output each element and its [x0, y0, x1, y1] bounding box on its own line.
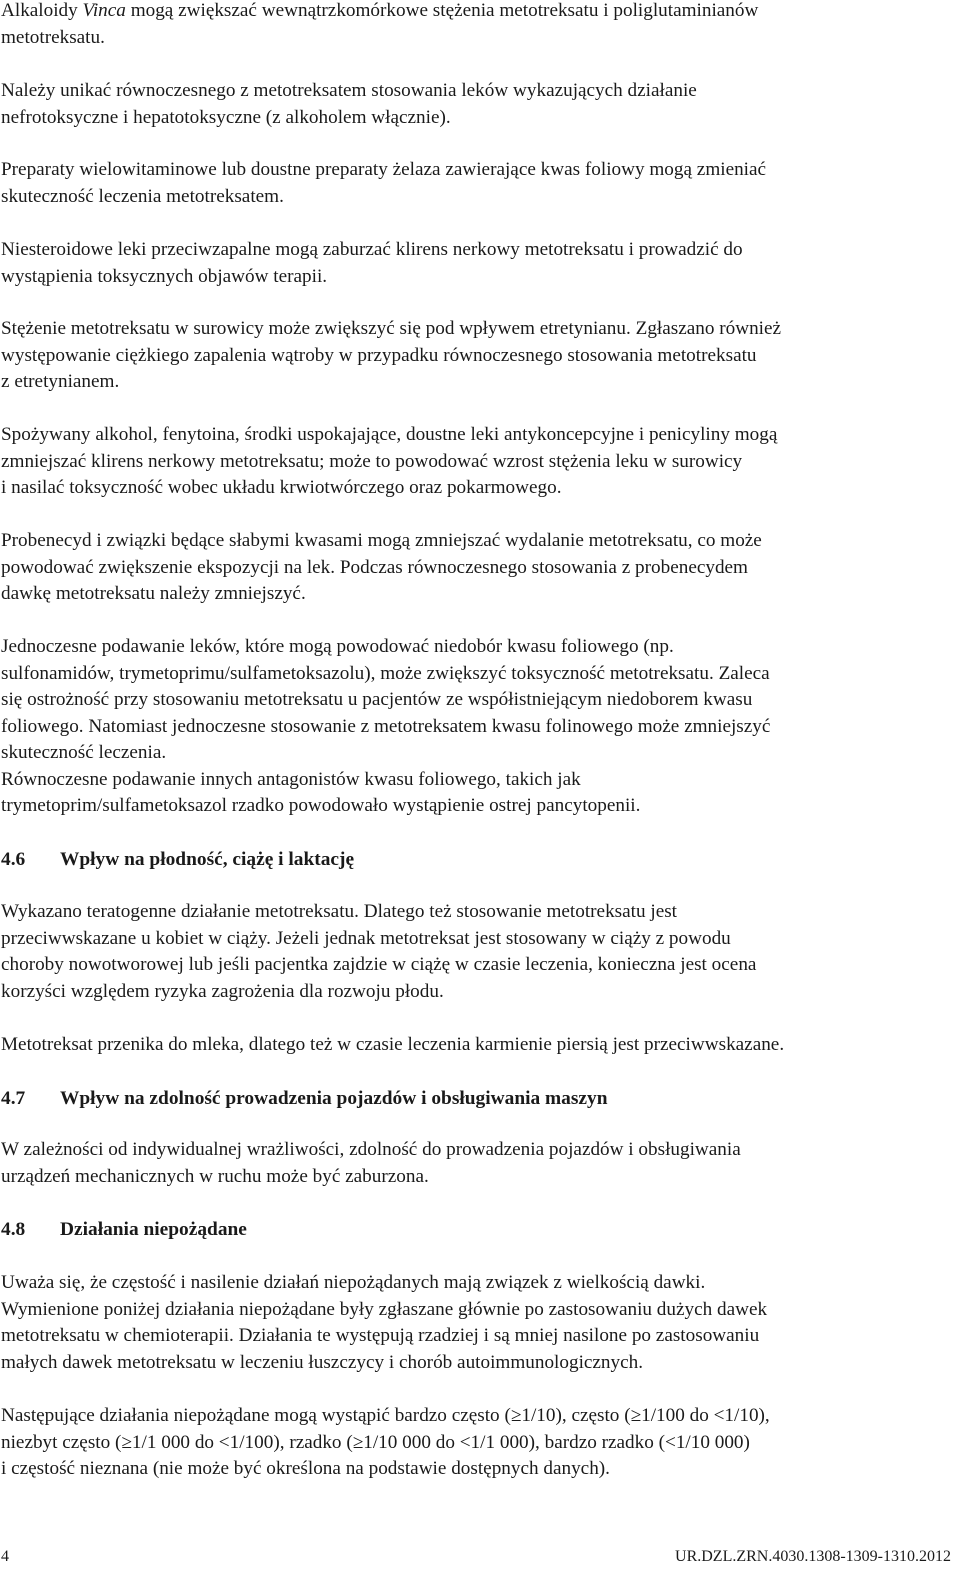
- text-line: korzyści względem ryzyka zagrożenia dla rozwoju płodu.: [1, 980, 444, 1002]
- text-line: metotreksatu w chemioterapii. Działania te występują rzadziej i są mniej nasilone po zastosowaniu: [1, 1325, 760, 1346]
- section-number: 4.7: [1, 1088, 26, 1109]
- paragraph-etretinate: [1, 316, 781, 396]
- document-code: UR.DZL.ZRN.4030.1308-1309-1310.2012: [675, 1548, 951, 1565]
- text-line: wystąpienia toksycznych objawów terapii.: [1, 265, 328, 287]
- paragraph-adverse-dose: [1, 1270, 767, 1376]
- text-line: urządzeń mechanicznych w ruchu może być zaburzona.: [1, 1165, 429, 1187]
- text-line: Preparaty wielowitaminowe lub doustne preparaty żelaza zawierające kwas foliowy mogą zmieniać: [1, 159, 767, 180]
- text-line: niezbyt często (≥1/1 000 do <1/100), rzadko (≥1/10 000 do <1/1 000), bardzo rzadko (<1/10 000): [1, 1431, 750, 1453]
- section-heading-4-6: [1, 847, 354, 873]
- text-line: dawkę metotreksatu należy zmniejszyć.: [1, 583, 306, 604]
- text-line: sulfonamidów, trymetoprimu/sulfametoksazolu), może zwiększyć toksyczność metotreksatu. Zaleca: [1, 662, 770, 684]
- text-line: się ostrożność przy stosowaniu metotreksatu u pacjentów ze współistniejącym niedoborem kwasu: [1, 689, 753, 710]
- page-number: 4: [1, 1548, 9, 1565]
- text-line: Jednoczesne podawanie leków, które mogą powodować niedobór kwasu foliowego (np.: [1, 636, 674, 657]
- text-line: foliowego. Natomiast jednoczesne stosowanie z metotreksatem kwasu folinowego może zmniejszyć: [1, 715, 771, 737]
- text-line: skuteczność leczenia.: [1, 742, 167, 763]
- text-line: z etretynianem.: [1, 371, 120, 392]
- text-line: Wymienione poniżej działania niepożądane były zgłaszane głównie po zastosowaniu dużych dawek: [1, 1298, 768, 1320]
- section-title: Działania niepożądane: [60, 1219, 247, 1240]
- paragraph-nephrotoxic: [1, 78, 697, 131]
- text-line: metotreksatu.: [1, 26, 105, 48]
- paragraph-vinca: [1, 0, 758, 51]
- paragraph-driving: [1, 1137, 741, 1190]
- text-line: Należy unikać równoczesnego z metotreksatem stosowania leków wykazujących działanie: [1, 80, 697, 101]
- text-line: trymetoprim/sulfametoksazol rzadko powodowało wystąpienie ostrej pancytopenii.: [1, 795, 641, 816]
- paragraph-multivitamins: [1, 157, 766, 210]
- text-line: Probenecyd i związki będące słabymi kwasami mogą zmniejszać wydalanie metotreksatu, co może: [1, 530, 762, 551]
- section-title: Wpływ na zdolność prowadzenia pojazdów i obsługiwania maszyn: [60, 1088, 608, 1109]
- section-heading-4-8: [1, 1217, 247, 1243]
- text-line: Równoczesne podawanie innych antagonistów kwasu foliowego, takich jak: [1, 768, 581, 790]
- paragraph-frequency: [1, 1403, 770, 1483]
- text-line: występowanie ciężkiego zapalenia wątroby w przypadku równoczesnego stosowania metotreksatu: [1, 344, 757, 366]
- text-line: i częstość nieznana (nie może być określona na podstawie dostępnych danych).: [1, 1458, 610, 1479]
- text-line: Następujące działania niepożądane mogą wystąpić bardzo często (≥1/10), często (≥1/100 do <1/10),: [1, 1405, 770, 1426]
- text-line: przeciwwskazane u kobiet w ciąży. Jeżeli jednak metotreksat jest stosowany w ciąży z powodu: [1, 927, 731, 949]
- section-heading-4-7: [1, 1086, 608, 1112]
- text-line: Niesteroidowe leki przeciwzapalne mogą zaburzać klirens nerkowy metotreksatu i prowadzić do: [1, 239, 743, 260]
- text-line: W zależności od indywidualnej wrażliwości, zdolność do prowadzenia pojazdów i obsługiwania: [1, 1139, 741, 1160]
- section-number: 4.8: [1, 1219, 26, 1240]
- text-line: skuteczność leczenia metotreksatem.: [1, 185, 284, 207]
- text-line: powodować zwiększenie ekspozycji na lek. Podczas równoczesnego stosowania z probenecydem: [1, 556, 748, 578]
- text-line: Wykazano teratogenne działanie metotreksatu. Dlatego też stosowanie metotreksatu jest: [1, 901, 678, 922]
- text-line: i nasilać toksyczność wobec układu krwiotwórczego oraz pokarmowego.: [1, 477, 562, 498]
- text-line: Alkaloidy Vinca mogą zwiększać wewnątrzkomórkowe stężenia metotreksatu i poliglutaminianów: [1, 0, 759, 21]
- paragraph-probenecid: [1, 528, 762, 608]
- text-line: nefrotoksyczne i hepatotoksyczne (z alkoholem włącznie).: [1, 106, 451, 128]
- paragraph-teratogenic: [1, 899, 756, 1005]
- text-line: choroby nowotworowej lub jeśli pacjentka zajdzie w ciążę w czasie leczenia, konieczna jest ocena: [1, 954, 757, 975]
- paragraph-breastfeeding: [1, 1032, 784, 1059]
- text-line: Metotreksat przenika do mleka, dlatego też w czasie leczenia karmienie piersią jest przeciwwskazane.: [1, 1034, 785, 1055]
- text-line: Uważa się, że częstość i nasilenie działań niepożądanych mają związek z wielkością dawki.: [1, 1272, 706, 1293]
- paragraph-folate-deficiency: [1, 634, 770, 820]
- paragraph-nsaids: [1, 237, 743, 290]
- text-line: Stężenie metotreksatu w surowicy może zwiększyć się pod wpływem etretynianu. Zgłaszano również: [1, 318, 782, 339]
- section-number: 4.6: [1, 849, 26, 870]
- text-line: zmniejszać klirens nerkowy metotreksatu; może to powodować wzrost stężenia leku w surowicy: [1, 450, 743, 472]
- text-line: Spożywany alkohol, fenytoina, środki uspokajające, doustne leki antykoncepcyjne i penicyliny mogą: [1, 424, 778, 445]
- text-line: małych dawek metotreksatu w leczeniu łuszczycy i chorób autoimmunologicznych.: [1, 1351, 644, 1373]
- section-title: Wpływ na płodność, ciążę i laktację: [60, 849, 355, 870]
- paragraph-alcohol: [1, 422, 777, 502]
